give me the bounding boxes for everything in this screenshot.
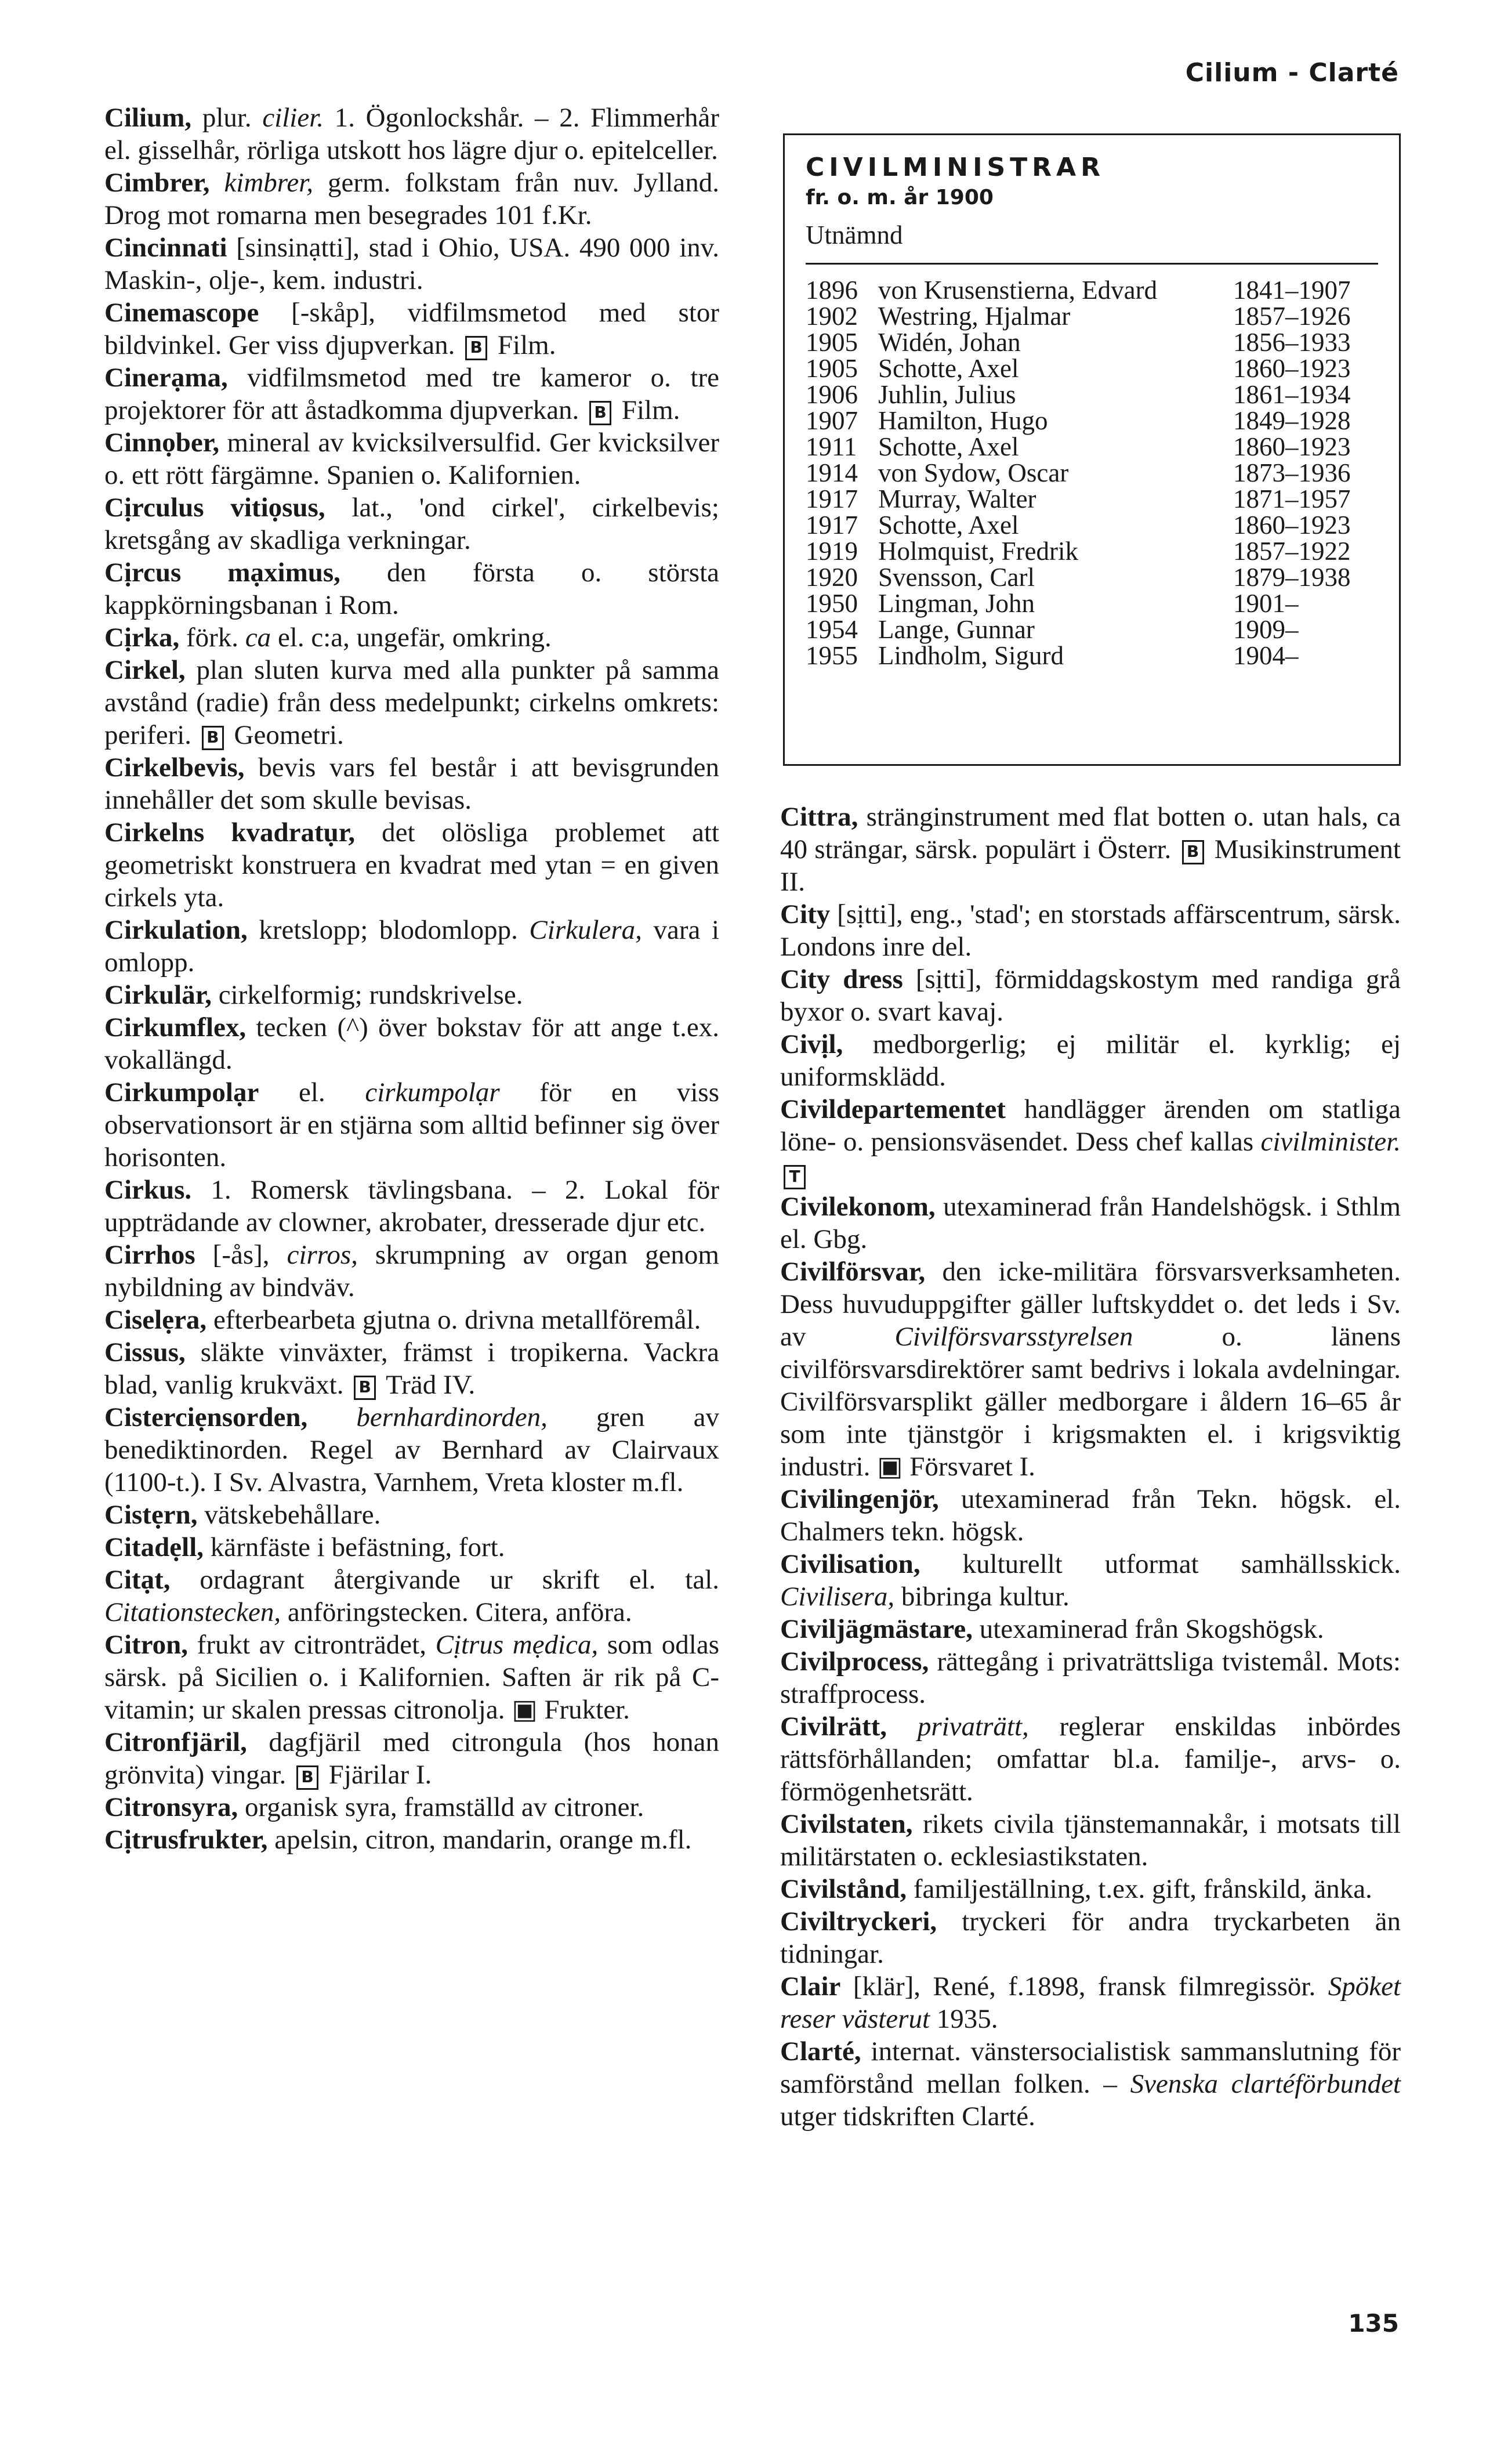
dictionary-entry	[780, 898, 1401, 963]
dictionary-entry	[104, 1076, 719, 1174]
entry-text-rest: o. länens civilförsvarsdirektörer samt bedrivs i lokala avdelningar. Civilförsvarsplikt gäller medborgare i åldern 16–65 år som inte tjänstgör i krigsmakten el. i krigsviktig industri. ▣ Försvaret I.	[780, 1322, 1401, 1482]
minister-row	[806, 434, 1378, 460]
entry-text: handlägger ärenden om statliga löne- o. pensionsväsendet. Dess chef kallas	[780, 1094, 1401, 1157]
headword: City dress	[780, 964, 903, 994]
minister-lifespan: 1904–	[1233, 641, 1299, 670]
minister-row	[806, 591, 1378, 617]
dictionary-entry	[104, 361, 719, 426]
entry-text-rest: 1935.	[930, 2004, 998, 2034]
minister-name: Widén, Johan	[878, 328, 1021, 357]
headword: Cirkelbevis,	[104, 752, 245, 783]
entry-italic: cilier.	[262, 103, 324, 133]
entry-text: medborgerlig; ej militär el. kyrklig; ej uniformsklädd.	[780, 1029, 1401, 1092]
minister-name: Murray, Walter	[878, 484, 1036, 513]
entry-italic: Civilförsvarsstyrelsen	[894, 1322, 1133, 1352]
dictionary-entry	[780, 1093, 1401, 1191]
minister-row	[806, 617, 1378, 643]
entry-text: plan sluten kurva med alla punkter på samma avstånd (radie) från dess medelpunkt; cirkelns omkrets: periferi.	[104, 655, 719, 750]
entry-text-rest: skrumpning av organ genom nybildning av bindväv.	[104, 1240, 719, 1302]
entry-text: familjeställning, t.ex. gift, frånskild, änka.	[907, 1874, 1372, 1904]
entry-text: rikets civila tjänstemannakår, i motsats till militärstaten o. ecklesiastikstaten.	[780, 1809, 1401, 1872]
minister-lifespan: 1841–1907	[1233, 276, 1351, 305]
minister-name: Juhlin, Julius	[878, 380, 1016, 409]
minister-row	[806, 277, 1378, 303]
dictionary-entry	[104, 1304, 719, 1336]
headword: Cinemascope	[104, 298, 259, 328]
dictionary-entry	[780, 1483, 1401, 1548]
entry-text-rest: Träd IV.	[379, 1370, 476, 1400]
dictionary-entry	[104, 231, 719, 296]
box-divider	[806, 263, 1378, 265]
entry-text: vätskebehållare.	[197, 1500, 381, 1530]
entry-text: den första o. största kappkörningsbanan i Rom.	[104, 558, 719, 620]
headword: Cilium,	[104, 103, 192, 133]
dictionary-entry	[780, 1255, 1401, 1483]
headword: Citron,	[104, 1630, 189, 1660]
minister-name: Lingman, John	[878, 589, 1035, 618]
entry-text: den icke-militära försvarsverksamheten. Dess huvuduppgifter gäller luftskyddet o. det leds i Sv. av	[780, 1257, 1401, 1352]
entry-text	[209, 168, 224, 198]
dictionary-entry	[104, 167, 719, 231]
minister-row	[806, 382, 1378, 408]
entry-text: organisk syra, framställd av citroner.	[238, 1792, 644, 1822]
entry-text-rest: Film.	[491, 330, 556, 360]
dictionary-entry	[104, 1239, 719, 1304]
minister-year: 1905	[806, 328, 858, 357]
headword: Cirkel,	[104, 655, 186, 685]
headword: Civịl,	[780, 1029, 843, 1059]
minister-row	[806, 460, 1378, 486]
dictionary-entry	[780, 1548, 1401, 1613]
entry-text: apelsin, citron, mandarin, orange m.fl.	[267, 1825, 692, 1855]
entry-italic: civilminister.	[1260, 1127, 1401, 1157]
entry-text-rest: reglerar enskildas inbördes rättsförhållanden; omfattar bl.a. familje-, arvs- o. förmögenhetsrätt.	[780, 1712, 1401, 1807]
headword: Clair	[780, 1971, 841, 2002]
entry-italic: bernhardinorden,	[356, 1402, 548, 1432]
entry-text: släkte vinväxter, främst i tropikerna. Vackra blad, vanlig krukväxt.	[104, 1337, 719, 1400]
entry-text: kretslopp; blodomlopp.	[247, 915, 530, 945]
entry-text: [klär], René, f.1898, fransk filmregissör.	[840, 1971, 1328, 2002]
entry-text: rättegång i privaträttsliga tvistemål. Mots: straffprocess.	[780, 1647, 1401, 1709]
entry-italic: kimbrer,	[224, 168, 314, 198]
entry-text-rest: Geometri.	[227, 720, 344, 750]
left-column	[104, 102, 719, 1856]
entry-italic: privaträtt,	[917, 1712, 1029, 1742]
entry-italic: cirkumpolạr	[365, 1077, 500, 1108]
headword: Cirkelns kvadratụr,	[104, 817, 356, 848]
dictionary-entry	[780, 1028, 1401, 1093]
dictionary-entry	[104, 1791, 719, 1823]
entry-text: cirkelformig; rundskrivelse.	[212, 980, 523, 1010]
box-column-label: Utnämnd	[806, 220, 903, 249]
entry-text: dagfjäril med citrongula (hos honan grönvita) vingar.	[104, 1727, 719, 1790]
running-head: Cilium - Clarté	[1185, 58, 1399, 88]
headword: Cirkulär,	[104, 980, 212, 1010]
minister-name: von Sydow, Oscar	[878, 458, 1069, 487]
entry-text: tecken (^) över bokstav för att ange t.ex. vokallängd.	[104, 1012, 719, 1075]
headword: Cirkus.	[104, 1175, 192, 1205]
headword: Civildepartementet	[780, 1094, 1006, 1124]
entry-text: el.	[259, 1077, 365, 1108]
dictionary-entry	[104, 1174, 719, 1239]
minister-name: Schotte, Axel	[878, 432, 1019, 461]
entry-text: kärnfäste i befästning, fort.	[204, 1532, 505, 1562]
dictionary-entry	[104, 1629, 719, 1726]
dictionary-entry	[104, 556, 719, 621]
headword: Civilekonom,	[780, 1192, 936, 1222]
headword: Cinnọber,	[104, 428, 220, 458]
minister-year: 1902	[806, 302, 858, 331]
dictionary-entry	[780, 1710, 1401, 1808]
headword: Cisterciẹnsorden,	[104, 1402, 308, 1432]
entry-text: [sịtti], förmiddagskostym med randiga grå byxor o. svart kavaj.	[780, 964, 1401, 1027]
entry-text: förk.	[179, 623, 245, 653]
minister-lifespan: 1909–	[1233, 615, 1299, 644]
headword: Citadẹll,	[104, 1532, 204, 1562]
minister-lifespan: 1860–1923	[1233, 354, 1351, 383]
headword: Cittra,	[780, 802, 858, 832]
entry-italic: Civilisera,	[780, 1582, 895, 1612]
dictionary-entry	[104, 816, 719, 914]
entry-text: utexaminerad från Tekn. högsk. el. Chalmers tekn. högsk.	[780, 1484, 1401, 1547]
entry-text: plur.	[191, 103, 263, 133]
entry-text-rest: 1. Ögonlockshår. – 2. Flimmerhår el. gisselhår, rörliga utskott hos lägre djur o. epitelceller.	[104, 103, 719, 165]
dictionary-entry	[104, 426, 719, 491]
headword: Cimbrer,	[104, 168, 210, 198]
headword: Cirkumflex,	[104, 1012, 247, 1043]
entry-text	[887, 1712, 918, 1742]
dictionary-entry	[104, 979, 719, 1011]
picture-reference-icon: B	[589, 401, 611, 425]
entry-italic: Spöket reser västerut	[780, 1971, 1401, 2034]
headword: Citronfjäril,	[104, 1727, 247, 1757]
minister-row	[806, 538, 1378, 565]
dictionary-entry	[104, 1726, 719, 1791]
dictionary-entry	[104, 1531, 719, 1564]
entry-text: internat. vänstersocialistisk sammanslutning för samförstånd mellan folken. –	[780, 2036, 1401, 2099]
minister-name: Svensson, Carl	[878, 563, 1035, 592]
minister-lifespan: 1849–1928	[1233, 406, 1351, 435]
entry-text: efterbearbeta gjutna o. drivna metallföremål.	[206, 1305, 701, 1335]
headword: Cịrka,	[104, 623, 180, 653]
headword: Cirkumpolạr	[104, 1077, 259, 1108]
minister-year: 1954	[806, 615, 858, 644]
entry-text-rest: som odlas särsk. på Sicilien o. i Kalifornien. Saften är rik på C-vitamin; ur skalen pressas citronolja. ▣ Frukter.	[104, 1630, 719, 1725]
headword: Civilförsvar,	[780, 1257, 926, 1287]
entry-text: utexaminerad från Handelshögsk. i Sthlm el. Gbg.	[780, 1192, 1401, 1254]
minister-name: Holmquist, Fredrik	[878, 537, 1078, 566]
entry-text: kulturellt utformat samhällsskick.	[920, 1549, 1401, 1579]
right-column	[780, 801, 1401, 2133]
entry-text-rest: Fjärilar I.	[322, 1760, 432, 1790]
minister-year: 1917	[806, 484, 858, 513]
picture-reference-icon: T	[784, 1165, 806, 1189]
minister-lifespan: 1901–	[1233, 589, 1299, 618]
minister-year: 1920	[806, 563, 858, 592]
entry-text: [-skåp], vidfilmsmetod med stor bildvinkel. Ger viss djupverkan.	[104, 298, 719, 360]
minister-year: 1911	[806, 432, 857, 461]
minister-lifespan: 1860–1923	[1233, 432, 1351, 461]
entry-italic: Svenska clartéförbundet	[1130, 2069, 1401, 2099]
headword: Citạt,	[104, 1565, 171, 1595]
picture-reference-icon: B	[1182, 840, 1204, 864]
box-subtitle: fr. o. m. år 1900	[806, 186, 994, 209]
headword: Cissus,	[104, 1337, 186, 1367]
civilministrar-box	[783, 133, 1401, 766]
picture-reference-icon: B	[354, 1376, 376, 1400]
minister-year: 1906	[806, 380, 858, 409]
minister-year: 1917	[806, 511, 858, 540]
headword: Civilstaten,	[780, 1809, 913, 1839]
minister-year: 1955	[806, 641, 858, 670]
entry-italic: cirros,	[287, 1240, 358, 1270]
entry-text: stränginstrument med flat botten o. utan hals, ca 40 strängar, särsk. populärt i Österr.	[780, 802, 1401, 864]
picture-reference-icon: B	[465, 336, 487, 360]
dictionary-entry	[104, 1011, 719, 1076]
dictionary-entry	[104, 751, 719, 816]
dictionary-entry	[104, 102, 719, 167]
entry-text: ordagrant återgivande ur skrift el. tal.	[170, 1565, 719, 1595]
dictionary-entry	[780, 1645, 1401, 1710]
minister-row	[806, 356, 1378, 382]
entry-text	[307, 1402, 356, 1432]
headword: Civilstånd,	[780, 1874, 907, 1904]
entry-text-rest: bibringa kultur.	[894, 1582, 1070, 1612]
headword: Citronsyra,	[104, 1792, 238, 1822]
dictionary-entry	[780, 1970, 1401, 2035]
dictionary-entry	[104, 654, 719, 751]
dictionary-entry	[104, 296, 719, 361]
headword: Clarté,	[780, 2036, 861, 2067]
box-rows	[806, 277, 1378, 669]
minister-year: 1896	[806, 276, 858, 305]
dictionary-entry	[104, 491, 719, 556]
entry-text-rest: gren av benediktinorden. Regel av Bernhard av Clairvaux (1100-t.). I Sv. Alvastra, Varnhem, Vreta kloster m.fl.	[104, 1402, 719, 1497]
entry-text-rest: Film.	[615, 395, 680, 425]
minister-year: 1919	[806, 537, 858, 566]
minister-lifespan: 1857–1926	[1233, 302, 1351, 331]
entry-text: det olösliga problemet att geometriskt konstruera en kvadrat med ytan = en given cirkels yta.	[104, 817, 719, 913]
headword: Cịtrusfrukter,	[104, 1825, 268, 1855]
minister-lifespan: 1857–1922	[1233, 537, 1351, 566]
entry-text-rest: el. c:a, ungefär, omkring.	[271, 623, 552, 653]
minister-name: Hamilton, Hugo	[878, 406, 1048, 435]
dictionary-entry	[104, 1823, 719, 1856]
minister-row	[806, 303, 1378, 330]
headword: Cistẹrn,	[104, 1500, 198, 1530]
dictionary-entry	[104, 1336, 719, 1401]
picture-reference-icon: B	[296, 1765, 318, 1790]
minister-row	[806, 512, 1378, 538]
headword: Civiljägmästare,	[780, 1614, 973, 1644]
entry-italic: Cirkulera,	[529, 915, 642, 945]
entry-text: 1. Romersk tävlingsbana. – 2. Lokal för uppträdande av clowner, akrobater, dresserade djur etc.	[104, 1175, 719, 1238]
dictionary-entry	[104, 1564, 719, 1629]
entry-italic: ca	[245, 623, 271, 653]
dictionary-entry	[780, 963, 1401, 1028]
minister-row	[806, 486, 1378, 512]
dictionary-entry	[780, 1905, 1401, 1970]
entry-text: [sinsinạtti], stad i Ohio, USA. 490 000 inv. Maskin-, olje-, kem. industri.	[104, 233, 719, 295]
minister-row	[806, 565, 1378, 591]
entry-text: [sịtti], eng., 'stad'; en storstads affärscentrum, särsk. Londons inre del.	[780, 899, 1401, 962]
minister-lifespan: 1860–1923	[1233, 511, 1351, 540]
entry-text: lat., 'ond cirkel', cirkelbevis; kretsgång av skadliga verkningar.	[104, 493, 719, 555]
entry-text-rest: Musikinstrument II.	[780, 834, 1401, 897]
minister-name: Lindholm, Sigurd	[878, 641, 1064, 670]
entry-text: mineral av kvicksilversulfid. Ger kvicksilver o. ett rött färgämne. Spanien o. Kalifornien.	[104, 428, 719, 490]
headword: Cirrhos	[104, 1240, 195, 1270]
entry-text-rest: anföringstecken. Citera, anföra.	[281, 1597, 632, 1627]
headword: Cirkulation,	[104, 915, 248, 945]
headword: City	[780, 899, 831, 929]
headword: Cịrculus vitiọsus,	[104, 493, 325, 523]
minister-lifespan: 1861–1934	[1233, 380, 1351, 409]
minister-name: Westring, Hjalmar	[878, 302, 1071, 331]
headword: Cincinnati	[104, 233, 227, 263]
entry-text: frukt av citronträdet,	[188, 1630, 436, 1660]
entry-text: vidfilmsmetod med tre kameror o. tre projektorer för att åstadkomma djupverkan.	[104, 363, 719, 425]
minister-year: 1907	[806, 406, 858, 435]
minister-name: Schotte, Axel	[878, 354, 1019, 383]
dictionary-entry	[780, 1873, 1401, 1905]
minister-name: Schotte, Axel	[878, 511, 1019, 540]
picture-reference-icon: B	[202, 726, 224, 750]
dictionary-entry	[780, 801, 1401, 898]
minister-name: Lange, Gunnar	[878, 615, 1035, 644]
minister-year: 1905	[806, 354, 858, 383]
dictionary-entry	[780, 1613, 1401, 1645]
entry-text-rest: vara i omlopp.	[104, 915, 719, 978]
headword: Civilisation,	[780, 1549, 920, 1579]
dictionary-entry	[780, 1191, 1401, 1255]
headword: Cịrcus mạximus,	[104, 558, 340, 588]
dictionary-entry	[104, 621, 719, 654]
dictionary-entry	[104, 914, 719, 979]
dictionary-entry	[104, 1499, 719, 1531]
minister-year: 1914	[806, 458, 858, 487]
minister-lifespan: 1871–1957	[1233, 484, 1351, 513]
headword: Civilingenjör,	[780, 1484, 939, 1514]
minister-row	[806, 408, 1378, 434]
headword: Civilrätt,	[780, 1712, 887, 1742]
entry-italic: Cịtrus mẹdica,	[435, 1630, 599, 1660]
entry-text: bevis vars fel består i att bevisgrunden innehåller det som skulle bevisas.	[104, 752, 719, 815]
minister-name: von Krusenstierna, Edvard	[878, 276, 1158, 305]
entry-text: [-ås],	[195, 1240, 287, 1270]
minister-row	[806, 330, 1378, 356]
minister-row	[806, 643, 1378, 669]
dictionary-entry	[780, 2035, 1401, 2133]
entry-text-rest: för en viss observationsort är en stjärna som alltid befinner sig över horisonten.	[104, 1077, 719, 1173]
dictionary-entry	[104, 1401, 719, 1499]
minister-lifespan: 1873–1936	[1233, 458, 1351, 487]
headword: Civiltryckeri,	[780, 1906, 937, 1937]
minister-lifespan: 1879–1938	[1233, 563, 1351, 592]
box-title: CIVILMINISTRAR	[806, 153, 1105, 182]
minister-year: 1950	[806, 589, 858, 618]
entry-text-rest: utger tidskriften Clarté.	[780, 2101, 1035, 2132]
entry-text-rest: germ. folkstam från nuv. Jylland. Drog mot romarna men besegrades 101 f.Kr.	[104, 168, 720, 230]
entry-italic: Citationstecken,	[104, 1597, 281, 1627]
minister-lifespan: 1856–1933	[1233, 328, 1351, 357]
entry-text: tryckeri för andra tryckarbeten än tidningar.	[780, 1906, 1401, 1969]
page-number: 135	[1348, 2309, 1399, 2338]
dictionary-entry	[780, 1808, 1401, 1873]
entry-text: utexaminerad från Skogshögsk.	[972, 1614, 1324, 1644]
headword: Cinerạma,	[104, 363, 228, 393]
headword: Civilprocess,	[780, 1647, 929, 1677]
headword: Ciselẹra,	[104, 1305, 207, 1335]
